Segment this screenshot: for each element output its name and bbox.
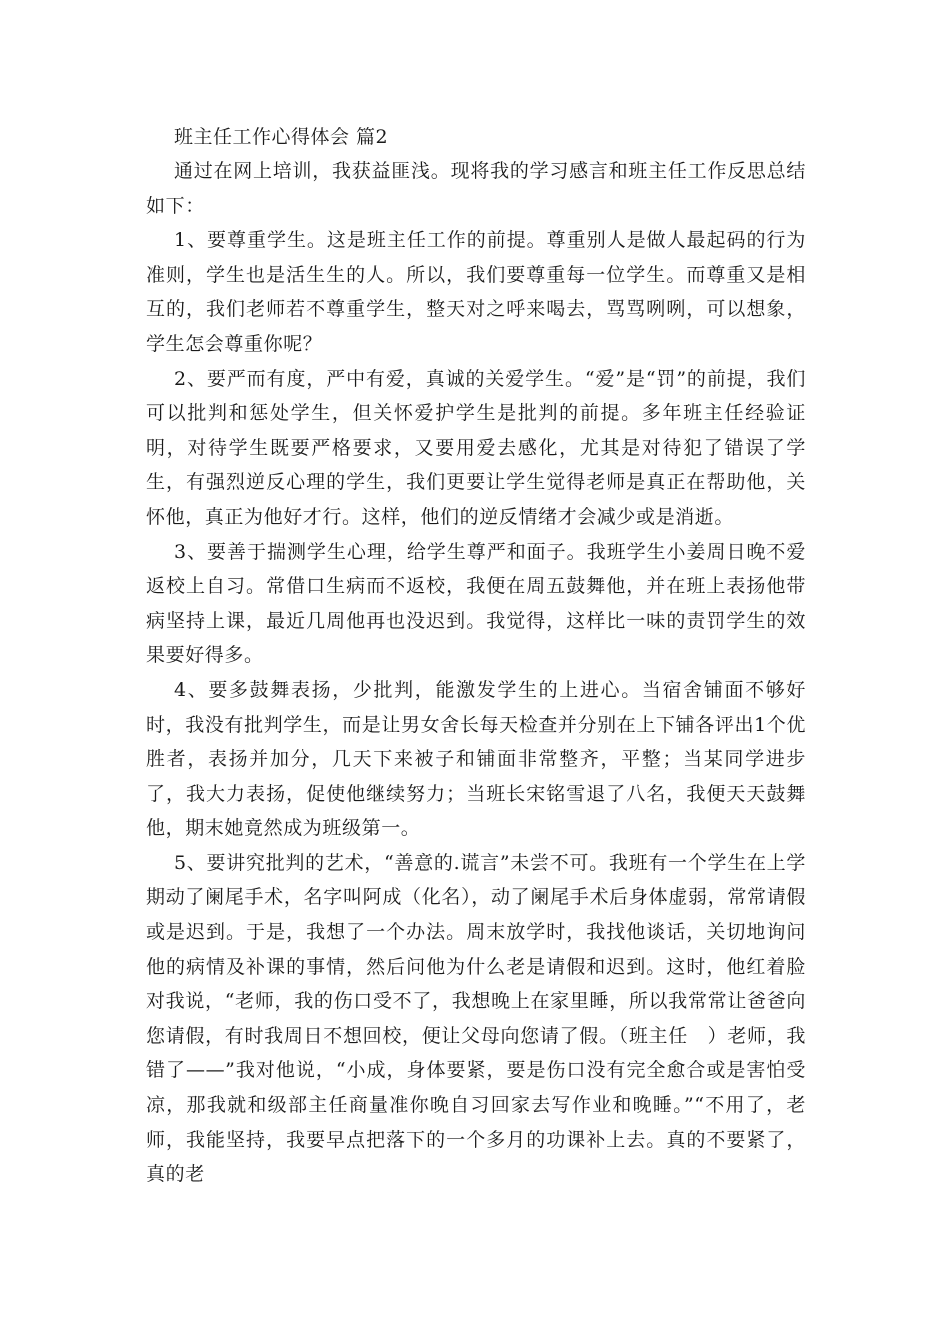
paragraph-point-2: 2、要严而有度，严中有爱，真诚的关爱学生。“爱”是“罚”的前提，我们可以批判和惩处学生，但关怀爱护学生是批判的前提。多年班主任经验证明，对待学生既要严格要求，又要用爱去感化，尤其是对待犯了错误了学生，有强烈逆反心理的学生，我们更要让学生觉得老师是真正在帮助他，关怀他，真正为他好才行。这样，他们的逆反情绪才会减少或是消逝。 [146,367,806,528]
paragraph-point-4: 4、要多鼓舞表扬，少批判，能激发学生的上进心。当宿舍铺面不够好时，我没有批判学生，而是让男女舍长每天检查并分别在上下铺各评出1个优胜者，表扬并加分，几天下来被子和铺面非常整齐，平整；当某同学进步了，我大力表扬，促使他继续努力；当班长宋铭雪退了八名，我便天天鼓舞他，期末她竟然成为班级第一。 [146,678,806,840]
document-body [146,120,806,1192]
paragraph-point-5: 5、要讲究批判的艺术，“善意的.谎言”未尝不可。我班有一个学生在上学期动了阑尾手术，名字叫阿成（化名），动了阑尾手术后身体虚弱，常常请假或是迟到。于是，我想了一个办法。周末放学时，我找他谈话，关切地询问他的病情及补课的事情，然后问他为什么老是请假和迟到。这时，他红着脸对我说，“老师，我的伤口受不了，我想晚上在家里睡，所以我常常让爸爸向您请假，有时我周日不想回校，便让父母向您请了假。（班主任 ）老师，我错了——”我对他说，“小成，身体要紧，要是伤口没有完全愈合或是害怕受凉，那我就和级部主任商量准你晚自习回家去写作业和晚睡。”“不用了，老师，我能坚持，我要早点把落下的一个多月的功课补上去。真的不要紧了，真的老 [146,851,806,1186]
paragraph-intro: 通过在网上培训，我获益匪浅。现将我的学习感言和班主任工作反思总结如下： [146,160,806,217]
paragraph-point-3: 3、要善于揣测学生心理，给学生尊严和面子。我班学生小姜周日晚不爱返校上自习。常借口生病而不返校，我便在周五鼓舞他，并在班上表扬他带病坚持上课，最近几周他再也没迟到。我觉得，这样比一味的责罚学生的效果要好得多。 [146,540,806,667]
paragraph-point-1: 1、要尊重学生。这是班主任工作的前提。尊重别人是做人最起码的行为准则，学生也是活生生的人。所以，我们要尊重每一位学生。而尊重又是相互的，我们老师若不尊重学生，整天对之呼来喝去，骂骂咧咧，可以想象，学生怎会尊重你呢？ [146,229,806,355]
document-title: 班主任工作心得体会 篇2 [174,126,389,148]
